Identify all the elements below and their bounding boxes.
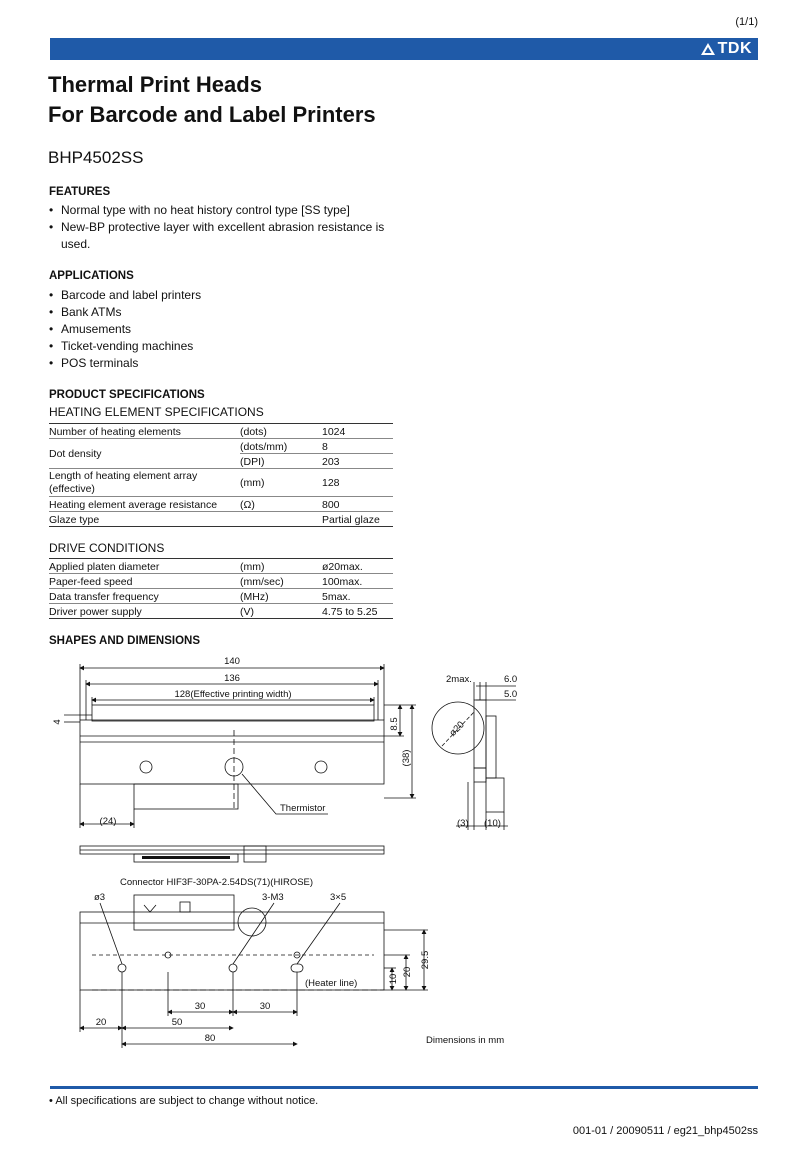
phi3-hole: [118, 964, 126, 972]
dim-5-0: 5.0: [504, 689, 518, 700]
page-title: Thermal Print Heads: [48, 72, 262, 97]
table-row: Applied platen diameter (mm) ø20max.: [49, 559, 393, 574]
dim-128: 128(Effective printing width): [174, 689, 292, 700]
table-row: Number of heating elements (dots) 1024: [49, 424, 393, 439]
page-number: (1/1): [735, 16, 758, 28]
connector-housing: [134, 784, 238, 809]
list-item: • Normal type with no heat history control type [SS type]: [49, 202, 389, 219]
dim-20-vertical: 20: [402, 966, 413, 978]
table-row: Heating element average resistance (Ω) 800: [49, 497, 393, 512]
table-row: Length of heating element array (effective) (mm) 128: [49, 469, 393, 497]
dim-3: (3): [457, 818, 469, 829]
heating-specs-heading: HEATING ELEMENT SPECIFICATIONS: [49, 405, 264, 419]
dim-50: 50: [171, 1017, 183, 1028]
side-profile-top: [474, 700, 486, 768]
connector-label: Connector HIF3F-30PA-2.54DS(71)(HIROSE): [120, 877, 314, 888]
screw-hole-right: [315, 761, 327, 773]
m3-hole-2: [229, 964, 237, 972]
model-number: BHP4502SS: [48, 148, 144, 167]
table-row: (DPI) 203: [49, 454, 393, 469]
connector-pins: [142, 856, 230, 860]
dim-29-5: 29.5: [420, 950, 431, 970]
dim-24: (24): [99, 816, 117, 827]
list-item: • Bank ATMs: [49, 304, 389, 321]
phi3-label: ø3: [94, 892, 106, 903]
slot-3x5: [291, 964, 303, 972]
table-row: Driver power supply (V) 4.75 to 5.25: [49, 604, 393, 619]
drive-conditions-heading: DRIVE CONDITIONS: [49, 541, 165, 555]
heater-line-label: (Heater line): [305, 978, 358, 989]
dim-10-paren: (10): [484, 818, 501, 829]
dim-136: 136: [224, 673, 240, 684]
dim-2max: 2max.: [446, 674, 472, 685]
bottom-connector: [134, 895, 234, 930]
dim-38: (38): [401, 749, 412, 767]
head-body-outline: [80, 720, 384, 784]
dim-30-b: 30: [259, 1001, 271, 1012]
slot-label: 3×5: [330, 892, 347, 903]
dim-8-5: 8.5: [389, 717, 400, 731]
phi20-label: ø20: [447, 719, 467, 739]
side-profile-mid: [486, 716, 496, 778]
list-item: • New-BP protective layer with excellent abrasion resistance is used.: [49, 219, 389, 253]
thermistor-label: Thermistor: [280, 803, 326, 814]
table-row: Data transfer frequency (MHz) 5max.: [49, 589, 393, 604]
footer-note: • All specifications are subject to change without notice.: [49, 1095, 319, 1107]
table-row: Paper-feed speed (mm/sec) 100max.: [49, 574, 393, 589]
table-row: Dot density (dots/mm) 8: [49, 439, 393, 454]
dim-80: 80: [204, 1033, 216, 1044]
dim-10: 10: [388, 973, 399, 985]
document-code: 001-01 / 20090511 / eg21_bhp4502ss: [572, 1125, 758, 1137]
dim-20: 20: [95, 1017, 107, 1028]
product-specs-heading: PRODUCT SPECIFICATIONS: [49, 389, 205, 401]
applications-heading: APPLICATIONS: [49, 270, 134, 282]
heater-strip: [92, 705, 374, 721]
list-item: • POS terminals: [49, 355, 389, 372]
m3-label: 3-M3: [262, 892, 284, 903]
dim-140: 140: [224, 656, 240, 667]
side-profile-bottom: [486, 778, 504, 812]
shapes-heading: SHAPES AND DIMENSIONS: [49, 635, 201, 647]
table-row: Glaze type Partial glaze: [49, 512, 393, 527]
units-note: Dimensions in mm: [426, 1035, 505, 1046]
footer-rule: [50, 1086, 758, 1089]
brand-name: TDK: [717, 40, 752, 57]
list-item: • Amusements: [49, 321, 389, 338]
page-subtitle: For Barcode and Label Printers: [48, 102, 376, 127]
list-item: • Barcode and label printers: [49, 287, 389, 304]
screw-hole-left: [140, 761, 152, 773]
list-item: • Ticket-vending machines: [49, 338, 389, 355]
dim-30-a: 30: [194, 1001, 206, 1012]
features-heading: FEATURES: [49, 186, 111, 198]
dim-4: 4: [52, 719, 63, 725]
dim-6-0: 6.0: [504, 674, 518, 685]
